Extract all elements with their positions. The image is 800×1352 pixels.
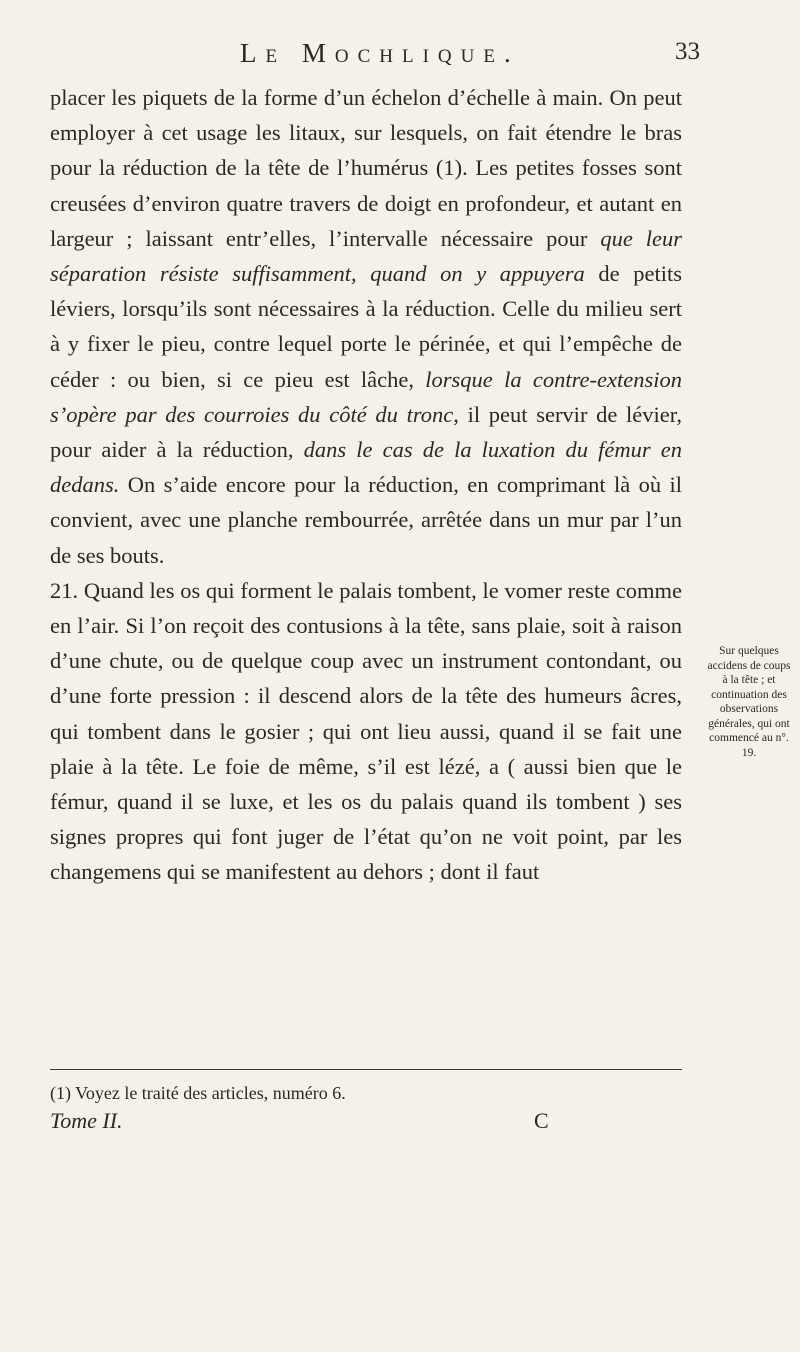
paragraph-1 <box>50 80 682 573</box>
paragraph-1-text-a: placer les piquets de la forme d’un échelon d’échelle à main. On peut employer à cet usage les litaux, sur lesquels, on fait étendre le bras pour la réduction de la tête de l’humérus (1). Les petites fosses sont creusées d’environ quatre travers de doigt en profondeur, et autant en largeur ; laissant entr’elles, l’intervalle nécessaire pour <box>50 85 682 251</box>
paragraph-2: 21. Quand les os qui forment le palais tombent, le vomer reste comme en l’air. Si l’on reçoit des contusions à la tête, sans plaie, soit à raison d’une chute, ou de quelque coup avec un instrument contondant, ou d’une forte pression : il descend alors de la tête des humeurs âcres, qui tombent dans le gosier ; qui ont lieu aussi, quand il se fait une plaie à la tête. Le foie de même, s’il est lézé, a ( aussi bien que le fémur, quand il se luxe, et les os du palais quand ils tombent ) ses signes propres qui font juger de l’état qu’on ne voit point, par les changemens qui se manifestent au dehors ; dont il faut <box>50 577 682 885</box>
footnote: (1) Voyez le traité des articles, numéro 6. <box>50 1083 346 1103</box>
paragraph-1-italic-1: que leur séparation résiste suffisamment, quand on y appuyera <box>50 225 683 287</box>
paragraph-1-text-b: de petits léviers, lorsqu’ils sont nécessaires à la réduction. Celle du milieu sert à y fixer le pieu, contre lequel porte le périnée, et qui l’empêche de céder : ou bien, si ce pieu est lâche, <box>50 261 682 392</box>
page-header <box>240 38 700 78</box>
signature-mark: C <box>534 1108 549 1133</box>
paragraph-1-italic-3: dans le cas de la luxation du fémur en dedans. <box>50 437 683 498</box>
volume-label: Tome II. <box>50 1108 123 1133</box>
paragraph-1-italic-2: lorsque la contre-extension s’opère par des courroies du côté du tronc <box>50 366 682 427</box>
running-title: Le Mochlique. <box>240 38 520 68</box>
footnote-divider <box>50 1069 682 1070</box>
margin-note: Sur quelques accidens de coups à la tête ; et continuation des observations générales, qui ont commencé au n°. 19. <box>707 645 791 759</box>
paragraph-1-text-c: , il peut servir de lévier, pour aider à la réduction, <box>50 401 682 463</box>
page-footer <box>50 1108 682 1142</box>
main-text <box>50 80 682 890</box>
paragraph-1-text-d: On s’aide encore pour la réduction, en comprimant là où il convient, avec une planche rembourrée, arrêtée dans un mur par l’un de ses bouts. <box>50 472 682 568</box>
page-number: 33 <box>675 38 700 65</box>
